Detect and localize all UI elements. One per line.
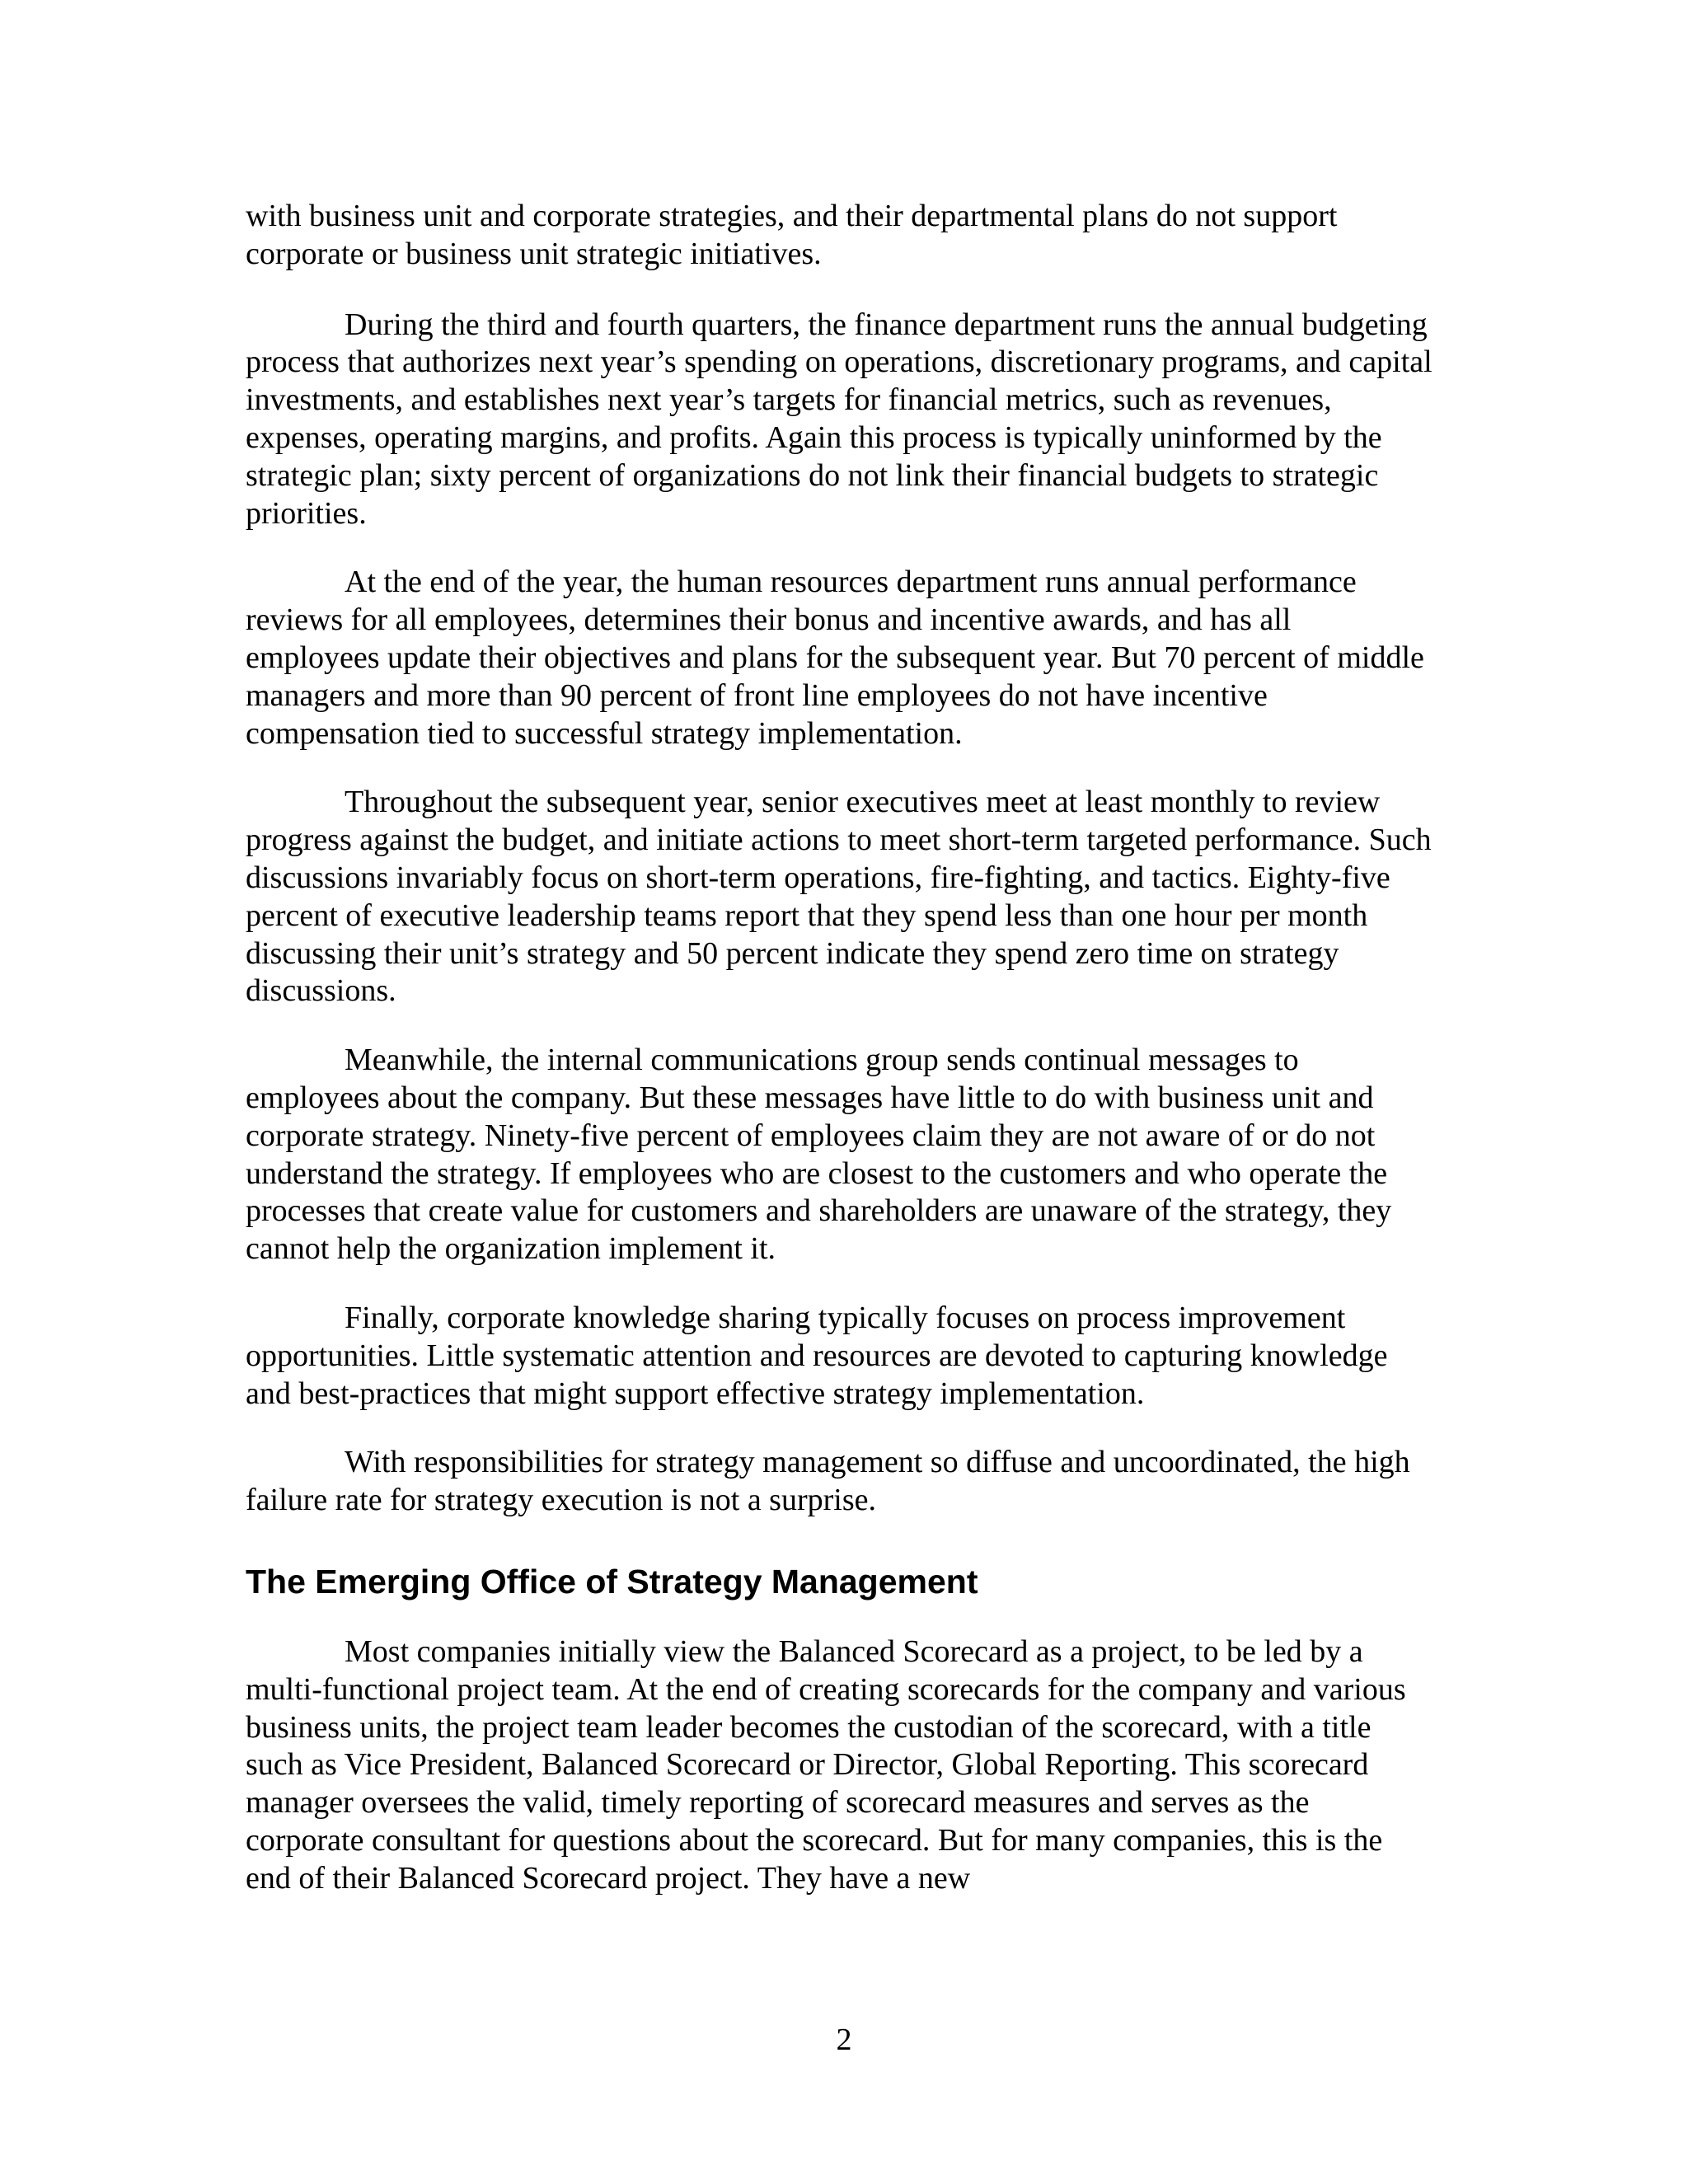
paragraph-human-resources: At the end of the year, the human resources department runs annual performance reviews for all employees, determines their bonus and incentive awards, and has all employees update their objectives and plans for the subsequent year. But 70 percent of middle managers and more than 90 percent of front line employees do not have incentive compensation tied to successful strategy implementation. bbox=[246, 565, 1424, 751]
paragraph-communications: Meanwhile, the internal communications group sends continual messages to employees about the company. But these messages have little to do with business unit and corporate strategy. Ninety-five percent of employees claim they are not aware of or do not understand the strategy. If employees who are closest to the customers and who operate the processes that create value for customers and shareholders are unaware of the strategy, they cannot help the organization implement it. bbox=[246, 1043, 1392, 1267]
page-body bbox=[246, 198, 1432, 1929]
paragraph-knowledge-sharing: Finally, corporate knowledge sharing typically focuses on process improvement opportunities. Little systematic attention and resources are devoted to capturing knowledge and best-practices that might support effective strategy implementation. bbox=[246, 1300, 1388, 1411]
paragraph-continuation: with business unit and corporate strategies, and their departmental plans do not support corporate or business unit strategic initiatives. bbox=[246, 199, 1338, 271]
page-number: 2 bbox=[836, 2022, 852, 2057]
paragraph-balanced-scorecard: Most companies initially view the Balanced Scorecard as a project, to be led by a multi-functional project team. At the end of creating scorecards for the company and various business units, the project team leader becomes the custodian of the scorecard, with a title such as Vice President, Balanced Scorecard or Director, Global Reporting. This scorecard manager oversees the valid, timely reporting of scorecard measures and serves as the corporate consultant for questions about the scorecard. But for many companies, this is the end of their Balanced Scorecard project. They have a new bbox=[246, 1633, 1406, 1896]
paragraph-executive-meetings: Throughout the subsequent year, senior executives meet at least monthly to review progress against the budget, and initiate actions to meet short-term targeted performance. Such discussions invariably focus on short-term operations, fire-fighting, and tactics. Eighty-five percent of executive leadership teams report that they spend less than one hour per month discussing their unit’s strategy and 50 percent indicate they spend zero time on strategy discussions. bbox=[246, 785, 1432, 1009]
section-heading: The Emerging Office of Strategy Management bbox=[246, 1562, 978, 1601]
paragraph-budgeting: During the third and fourth quarters, the finance department runs the annual budgeting process that authorizes next year’s spending on operations, discretionary programs, and capital investments, and establishes next year’s targets for financial metrics, such as revenues, expenses, operating margins, and profits. Again this process is typically uninformed by the strategic plan; sixty percent of organizations do not link their financial budgets to strategic priorities. bbox=[246, 307, 1432, 531]
paragraph-conclusion: With responsibilities for strategy management so diffuse and uncoordinated, the high failure rate for strategy execution is not a surprise. bbox=[246, 1445, 1410, 1518]
